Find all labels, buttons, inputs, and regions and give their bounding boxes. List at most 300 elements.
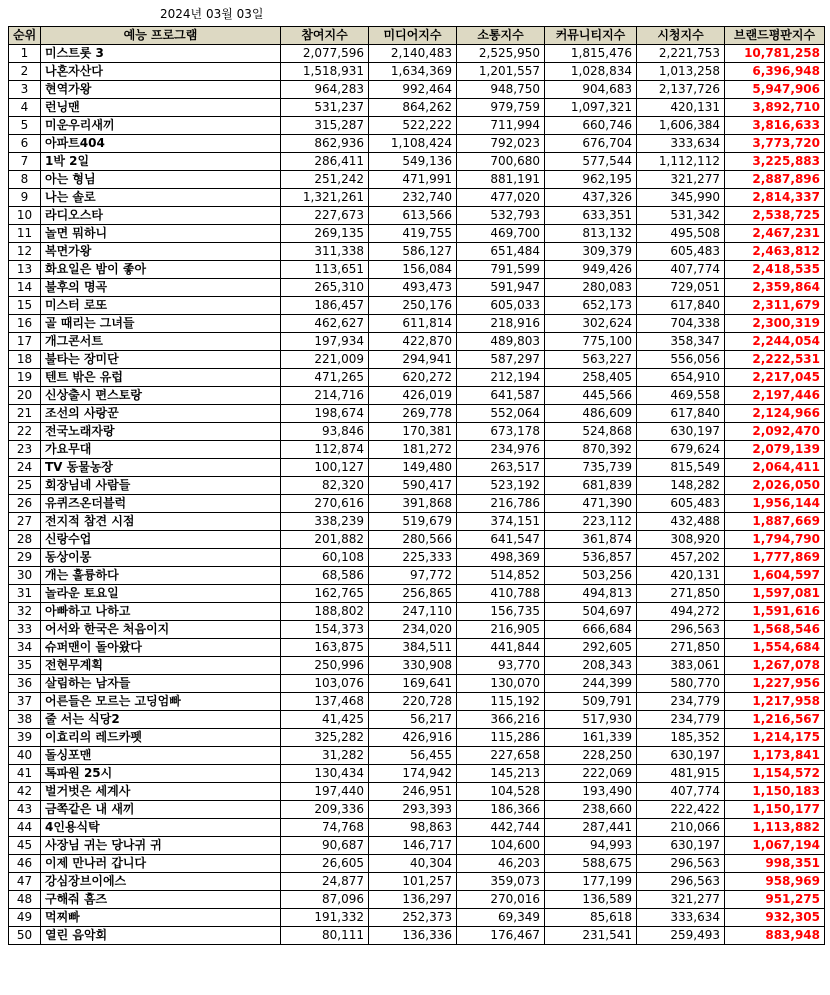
media-cell: 1,108,424 [369, 135, 457, 153]
viewing-cell: 383,061 [637, 657, 725, 675]
participation-cell: 198,674 [281, 405, 369, 423]
media-cell: 280,566 [369, 531, 457, 549]
table-row [9, 873, 825, 891]
participation-cell: 87,096 [281, 891, 369, 909]
viewing-cell: 729,051 [637, 279, 725, 297]
program-name-cell: 톡파원 25시 [41, 765, 281, 783]
rank-cell: 2 [9, 63, 41, 81]
viewing-cell: 321,277 [637, 171, 725, 189]
community-cell: 813,132 [545, 225, 637, 243]
viewing-cell: 815,549 [637, 459, 725, 477]
rank-cell: 33 [9, 621, 41, 639]
community-cell: 962,195 [545, 171, 637, 189]
rank-cell: 18 [9, 351, 41, 369]
viewing-cell: 2,137,726 [637, 81, 725, 99]
program-name-cell: 가요무대 [41, 441, 281, 459]
brand-index-cell: 1,604,597 [725, 567, 825, 585]
participation-cell: 2,077,596 [281, 45, 369, 63]
program-name-cell: 신상출시 편스토랑 [41, 387, 281, 405]
community-cell: 588,675 [545, 855, 637, 873]
communication-cell: 651,484 [457, 243, 545, 261]
community-cell: 577,544 [545, 153, 637, 171]
community-cell: 681,839 [545, 477, 637, 495]
program-name-cell: 신랑수업 [41, 531, 281, 549]
rank-cell: 40 [9, 747, 41, 765]
community-cell: 177,199 [545, 873, 637, 891]
media-cell: 247,110 [369, 603, 457, 621]
brand-index-cell: 10,781,258 [725, 45, 825, 63]
brand-index-cell: 1,956,144 [725, 495, 825, 513]
communication-cell: 366,216 [457, 711, 545, 729]
rank-cell: 11 [9, 225, 41, 243]
media-cell: 293,393 [369, 801, 457, 819]
header-brand-reputation-index: 브랜드평판지수 [725, 27, 825, 45]
header-rank: 순위 [9, 27, 41, 45]
community-cell: 280,083 [545, 279, 637, 297]
brand-index-cell: 2,467,231 [725, 225, 825, 243]
table-row [9, 765, 825, 783]
community-cell: 949,426 [545, 261, 637, 279]
rank-cell: 32 [9, 603, 41, 621]
community-cell: 471,390 [545, 495, 637, 513]
communication-cell: 104,528 [457, 783, 545, 801]
communication-cell: 130,070 [457, 675, 545, 693]
media-cell: 611,814 [369, 315, 457, 333]
table-row [9, 153, 825, 171]
media-cell: 225,333 [369, 549, 457, 567]
communication-cell: 523,192 [457, 477, 545, 495]
rank-cell: 24 [9, 459, 41, 477]
viewing-cell: 333,634 [637, 135, 725, 153]
participation-cell: 186,457 [281, 297, 369, 315]
communication-cell: 605,033 [457, 297, 545, 315]
rank-cell: 13 [9, 261, 41, 279]
rank-cell: 4 [9, 99, 41, 117]
community-cell: 238,660 [545, 801, 637, 819]
brand-index-cell: 2,359,864 [725, 279, 825, 297]
program-name-cell: 먹찌빠 [41, 909, 281, 927]
participation-cell: 68,586 [281, 567, 369, 585]
rank-cell: 20 [9, 387, 41, 405]
participation-cell: 315,287 [281, 117, 369, 135]
viewing-cell: 345,990 [637, 189, 725, 207]
viewing-cell: 469,558 [637, 387, 725, 405]
rank-cell: 41 [9, 765, 41, 783]
brand-index-cell: 3,773,720 [725, 135, 825, 153]
media-cell: 136,336 [369, 927, 457, 945]
program-name-cell: 나혼자산다 [41, 63, 281, 81]
viewing-cell: 630,197 [637, 423, 725, 441]
viewing-cell: 148,282 [637, 477, 725, 495]
program-name-cell: 사장님 귀는 당나귀 귀 [41, 837, 281, 855]
media-cell: 269,778 [369, 405, 457, 423]
brand-index-cell: 2,244,054 [725, 333, 825, 351]
brand-index-cell: 1,591,616 [725, 603, 825, 621]
table-row [9, 909, 825, 927]
communication-cell: 263,517 [457, 459, 545, 477]
communication-cell: 477,020 [457, 189, 545, 207]
media-cell: 98,863 [369, 819, 457, 837]
community-cell: 136,589 [545, 891, 637, 909]
communication-cell: 234,976 [457, 441, 545, 459]
rank-cell: 31 [9, 585, 41, 603]
rank-cell: 3 [9, 81, 41, 99]
viewing-cell: 617,840 [637, 405, 725, 423]
community-cell: 1,815,476 [545, 45, 637, 63]
community-cell: 161,339 [545, 729, 637, 747]
program-name-cell: 불타는 장미단 [41, 351, 281, 369]
brand-index-cell: 1,554,684 [725, 639, 825, 657]
communication-cell: 212,194 [457, 369, 545, 387]
participation-cell: 531,237 [281, 99, 369, 117]
viewing-cell: 556,056 [637, 351, 725, 369]
brand-index-cell: 958,969 [725, 873, 825, 891]
community-cell: 494,813 [545, 585, 637, 603]
community-cell: 193,490 [545, 783, 637, 801]
community-cell: 437,326 [545, 189, 637, 207]
table-row [9, 333, 825, 351]
media-cell: 256,865 [369, 585, 457, 603]
brand-index-cell: 883,948 [725, 927, 825, 945]
program-name-cell: 회장님네 사람들 [41, 477, 281, 495]
program-name-cell: 미운우리새끼 [41, 117, 281, 135]
program-name-cell: 4인용식탁 [41, 819, 281, 837]
community-cell: 85,618 [545, 909, 637, 927]
community-cell: 666,684 [545, 621, 637, 639]
viewing-cell: 580,770 [637, 675, 725, 693]
rank-cell: 16 [9, 315, 41, 333]
program-name-cell: TV 동물농장 [41, 459, 281, 477]
viewing-cell: 420,131 [637, 99, 725, 117]
report-date: 2024년 03월 03일 [160, 7, 264, 21]
communication-cell: 641,587 [457, 387, 545, 405]
rank-cell: 10 [9, 207, 41, 225]
rank-cell: 47 [9, 873, 41, 891]
table-body [9, 45, 825, 945]
program-name-cell: 금쪽같은 내 새끼 [41, 801, 281, 819]
viewing-cell: 271,850 [637, 639, 725, 657]
viewing-cell: 358,347 [637, 333, 725, 351]
community-cell: 292,605 [545, 639, 637, 657]
viewing-cell: 234,779 [637, 693, 725, 711]
participation-cell: 338,239 [281, 513, 369, 531]
table-row [9, 603, 825, 621]
media-cell: 101,257 [369, 873, 457, 891]
viewing-cell: 654,910 [637, 369, 725, 387]
viewing-cell: 407,774 [637, 261, 725, 279]
brand-index-cell: 1,597,081 [725, 585, 825, 603]
table-row [9, 171, 825, 189]
program-name-cell: 강심장브이에스 [41, 873, 281, 891]
brand-index-cell: 1,267,078 [725, 657, 825, 675]
rank-cell: 50 [9, 927, 41, 945]
table-row [9, 711, 825, 729]
community-cell: 503,256 [545, 567, 637, 585]
media-cell: 136,297 [369, 891, 457, 909]
table-row [9, 657, 825, 675]
program-name-cell: 슈퍼맨이 돌아왔다 [41, 639, 281, 657]
community-cell: 660,746 [545, 117, 637, 135]
table-row [9, 261, 825, 279]
media-cell: 522,222 [369, 117, 457, 135]
header-communication-index: 소통지수 [457, 27, 545, 45]
program-name-cell: 전국노래자랑 [41, 423, 281, 441]
media-cell: 519,679 [369, 513, 457, 531]
media-cell: 1,634,369 [369, 63, 457, 81]
brand-index-cell: 2,887,896 [725, 171, 825, 189]
media-cell: 149,480 [369, 459, 457, 477]
community-cell: 486,609 [545, 405, 637, 423]
communication-cell: 791,599 [457, 261, 545, 279]
participation-cell: 188,802 [281, 603, 369, 621]
table-row [9, 729, 825, 747]
participation-cell: 24,877 [281, 873, 369, 891]
media-cell: 170,381 [369, 423, 457, 441]
media-cell: 426,916 [369, 729, 457, 747]
participation-cell: 154,373 [281, 621, 369, 639]
media-cell: 422,870 [369, 333, 457, 351]
rank-cell: 6 [9, 135, 41, 153]
media-cell: 590,417 [369, 477, 457, 495]
brand-index-cell: 1,794,790 [725, 531, 825, 549]
rank-cell: 21 [9, 405, 41, 423]
rank-cell: 34 [9, 639, 41, 657]
media-cell: 169,641 [369, 675, 457, 693]
program-name-cell: 동상이몽 [41, 549, 281, 567]
community-cell: 445,566 [545, 387, 637, 405]
media-cell: 384,511 [369, 639, 457, 657]
brand-index-cell: 2,079,139 [725, 441, 825, 459]
table-row [9, 45, 825, 63]
viewing-cell: 222,422 [637, 801, 725, 819]
rank-cell: 44 [9, 819, 41, 837]
communication-cell: 2,525,950 [457, 45, 545, 63]
table-row [9, 819, 825, 837]
rank-cell: 23 [9, 441, 41, 459]
community-cell: 302,624 [545, 315, 637, 333]
table-row [9, 315, 825, 333]
table-row [9, 585, 825, 603]
rank-cell: 27 [9, 513, 41, 531]
rank-cell: 25 [9, 477, 41, 495]
brand-index-cell: 6,396,948 [725, 63, 825, 81]
brand-index-cell: 1,777,869 [725, 549, 825, 567]
participation-cell: 80,111 [281, 927, 369, 945]
brand-index-cell: 2,538,725 [725, 207, 825, 225]
program-name-cell: 구해줘 홈즈 [41, 891, 281, 909]
rank-cell: 38 [9, 711, 41, 729]
program-name-cell: 이효리의 레드카펫 [41, 729, 281, 747]
participation-cell: 100,127 [281, 459, 369, 477]
viewing-cell: 605,483 [637, 495, 725, 513]
communication-cell: 711,994 [457, 117, 545, 135]
media-cell: 146,717 [369, 837, 457, 855]
table-row [9, 423, 825, 441]
brand-index-cell: 3,892,710 [725, 99, 825, 117]
header-community-index: 커뮤니티지수 [545, 27, 637, 45]
program-name-cell: 전현무계획 [41, 657, 281, 675]
participation-cell: 221,009 [281, 351, 369, 369]
table-row [9, 639, 825, 657]
communication-cell: 948,750 [457, 81, 545, 99]
program-name-cell: 텐트 밖은 유럽 [41, 369, 281, 387]
rank-cell: 37 [9, 693, 41, 711]
media-cell: 586,127 [369, 243, 457, 261]
participation-cell: 197,440 [281, 783, 369, 801]
viewing-cell: 308,920 [637, 531, 725, 549]
brand-index-cell: 951,275 [725, 891, 825, 909]
media-cell: 620,272 [369, 369, 457, 387]
participation-cell: 112,874 [281, 441, 369, 459]
table-row [9, 837, 825, 855]
media-cell: 864,262 [369, 99, 457, 117]
rank-cell: 9 [9, 189, 41, 207]
program-name-cell: 줄 서는 식당2 [41, 711, 281, 729]
table-row [9, 279, 825, 297]
header-viewing-index: 시청지수 [637, 27, 725, 45]
table-row [9, 135, 825, 153]
table-row [9, 891, 825, 909]
rank-cell: 43 [9, 801, 41, 819]
communication-cell: 532,793 [457, 207, 545, 225]
program-name-cell: 놀면 뭐하니 [41, 225, 281, 243]
rank-cell: 7 [9, 153, 41, 171]
table-row [9, 855, 825, 873]
community-cell: 1,028,834 [545, 63, 637, 81]
participation-cell: 137,468 [281, 693, 369, 711]
viewing-cell: 259,493 [637, 927, 725, 945]
brand-index-cell: 1,113,882 [725, 819, 825, 837]
community-cell: 244,399 [545, 675, 637, 693]
brand-index-cell: 1,217,958 [725, 693, 825, 711]
media-cell: 330,908 [369, 657, 457, 675]
table-row [9, 927, 825, 945]
communication-cell: 93,770 [457, 657, 545, 675]
community-cell: 524,868 [545, 423, 637, 441]
table-row [9, 351, 825, 369]
table-header-row [9, 27, 825, 45]
program-name-cell: 화요일은 밤이 좋아 [41, 261, 281, 279]
rank-cell: 8 [9, 171, 41, 189]
media-cell: 471,991 [369, 171, 457, 189]
media-cell: 992,464 [369, 81, 457, 99]
program-name-cell: 라디오스타 [41, 207, 281, 225]
community-cell: 228,250 [545, 747, 637, 765]
program-name-cell: 아빠하고 나하고 [41, 603, 281, 621]
participation-cell: 31,282 [281, 747, 369, 765]
communication-cell: 186,366 [457, 801, 545, 819]
communication-cell: 673,178 [457, 423, 545, 441]
program-name-cell: 나는 솔로 [41, 189, 281, 207]
communication-cell: 115,286 [457, 729, 545, 747]
community-cell: 870,392 [545, 441, 637, 459]
media-cell: 250,176 [369, 297, 457, 315]
viewing-cell: 271,850 [637, 585, 725, 603]
community-cell: 775,100 [545, 333, 637, 351]
communication-cell: 216,786 [457, 495, 545, 513]
communication-cell: 489,803 [457, 333, 545, 351]
participation-cell: 325,282 [281, 729, 369, 747]
communication-cell: 69,349 [457, 909, 545, 927]
table-row [9, 63, 825, 81]
participation-cell: 163,875 [281, 639, 369, 657]
viewing-cell: 1,606,384 [637, 117, 725, 135]
rank-cell: 17 [9, 333, 41, 351]
communication-cell: 227,658 [457, 747, 545, 765]
rank-cell: 39 [9, 729, 41, 747]
rank-cell: 5 [9, 117, 41, 135]
program-name-cell: 미스터 로또 [41, 297, 281, 315]
community-cell: 94,993 [545, 837, 637, 855]
program-name-cell: 현역가왕 [41, 81, 281, 99]
program-name-cell: 개는 훌륭하다 [41, 567, 281, 585]
viewing-cell: 185,352 [637, 729, 725, 747]
table-row [9, 783, 825, 801]
table-row [9, 441, 825, 459]
brand-index-cell: 2,418,535 [725, 261, 825, 279]
communication-cell: 176,467 [457, 927, 545, 945]
program-name-cell: 불후의 명곡 [41, 279, 281, 297]
brand-index-cell: 1,150,177 [725, 801, 825, 819]
participation-cell: 41,425 [281, 711, 369, 729]
viewing-cell: 2,221,753 [637, 45, 725, 63]
community-cell: 361,874 [545, 531, 637, 549]
brand-index-cell: 2,814,337 [725, 189, 825, 207]
program-name-cell: 살림하는 남자들 [41, 675, 281, 693]
brand-index-cell: 2,463,812 [725, 243, 825, 261]
table-row [9, 189, 825, 207]
brand-index-cell: 2,124,966 [725, 405, 825, 423]
participation-cell: 964,283 [281, 81, 369, 99]
community-cell: 904,683 [545, 81, 637, 99]
viewing-cell: 1,112,112 [637, 153, 725, 171]
brand-index-cell: 932,305 [725, 909, 825, 927]
brand-index-cell: 3,816,633 [725, 117, 825, 135]
communication-cell: 115,192 [457, 693, 545, 711]
media-cell: 2,140,483 [369, 45, 457, 63]
brand-reputation-table [8, 26, 825, 945]
communication-cell: 552,064 [457, 405, 545, 423]
community-cell: 309,379 [545, 243, 637, 261]
media-cell: 156,084 [369, 261, 457, 279]
participation-cell: 250,996 [281, 657, 369, 675]
media-cell: 493,473 [369, 279, 457, 297]
table-row [9, 117, 825, 135]
program-name-cell: 열린 음악회 [41, 927, 281, 945]
viewing-cell: 321,277 [637, 891, 725, 909]
table-row [9, 81, 825, 99]
media-cell: 174,942 [369, 765, 457, 783]
viewing-cell: 420,131 [637, 567, 725, 585]
communication-cell: 270,016 [457, 891, 545, 909]
program-name-cell: 복면가왕 [41, 243, 281, 261]
table-row [9, 99, 825, 117]
table-row [9, 567, 825, 585]
participation-cell: 251,242 [281, 171, 369, 189]
community-cell: 222,069 [545, 765, 637, 783]
rank-cell: 35 [9, 657, 41, 675]
viewing-cell: 704,338 [637, 315, 725, 333]
brand-index-cell: 2,217,045 [725, 369, 825, 387]
viewing-cell: 296,563 [637, 855, 725, 873]
participation-cell: 214,716 [281, 387, 369, 405]
rank-cell: 22 [9, 423, 41, 441]
program-name-cell: 아파트404 [41, 135, 281, 153]
viewing-cell: 630,197 [637, 747, 725, 765]
communication-cell: 498,369 [457, 549, 545, 567]
communication-cell: 441,844 [457, 639, 545, 657]
participation-cell: 82,320 [281, 477, 369, 495]
